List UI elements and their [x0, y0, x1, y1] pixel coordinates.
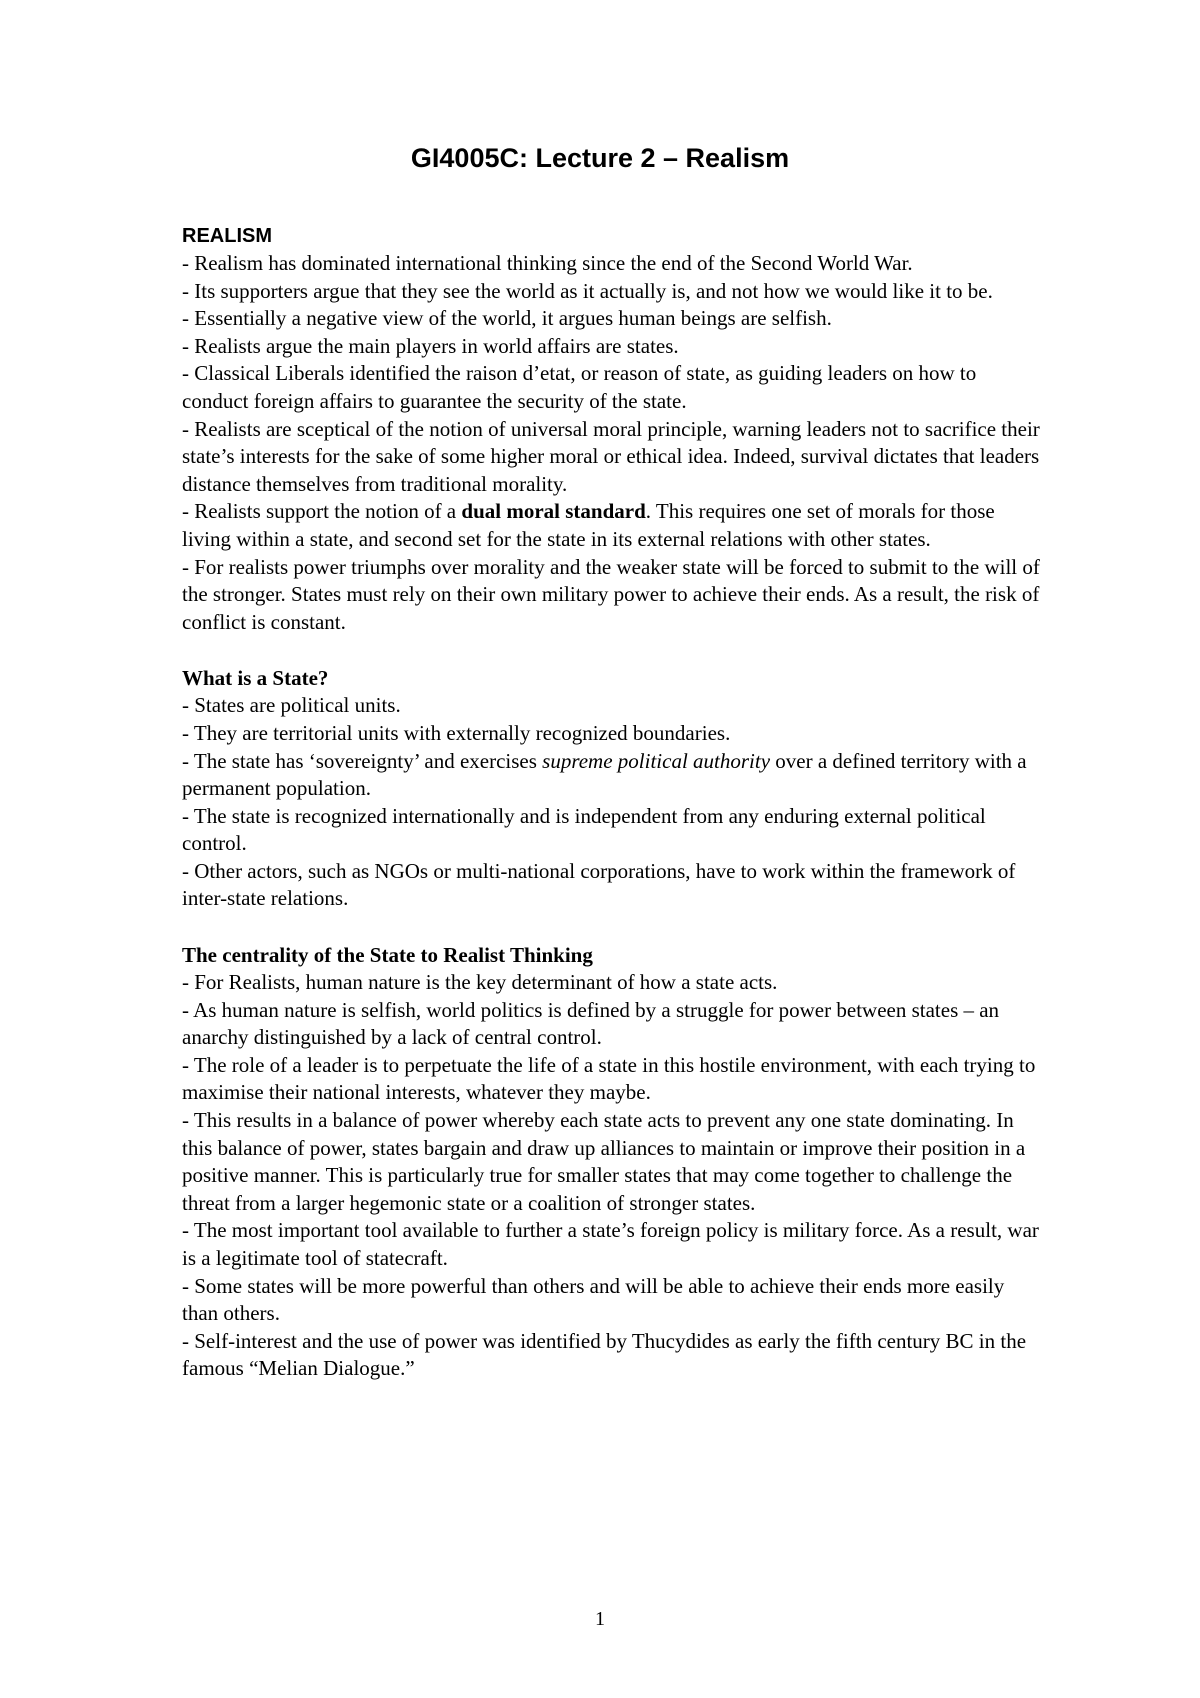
paragraph: - Realists argue the main players in world affairs are states.	[182, 333, 679, 358]
paragraph: - As human nature is selfish, world politics is defined by a struggle for power between states – an anarchy distinguished by a lack of central control.	[182, 997, 1000, 1050]
section-what-is-a-state	[182, 664, 1042, 913]
paragraph: - The role of a leader is to perpetuate the life of a state in this hostile environment, with each trying to maximise their national interests, whatever they maybe.	[182, 1052, 1036, 1105]
paragraph: - Realism has dominated international thinking since the end of the Second World War.	[182, 251, 913, 275]
section-heading: The centrality of the State to Realist Thinking	[182, 943, 593, 968]
page-number: 1	[595, 1608, 605, 1630]
paragraph-text: over a defined territory with a permanent population.	[182, 748, 1027, 801]
paragraph: - Some states will be more powerful than others and will be able to achieve their ends more easily than others.	[182, 1273, 1005, 1326]
paragraph: - The most important tool available to further a state’s foreign policy is military force. As a result, war is a legitimate tool of statecraft.	[182, 1218, 1039, 1270]
paragraph: - For Realists, human nature is the key determinant of how a state acts.	[182, 970, 778, 995]
paragraph: - Its supporters argue that they see the world as it actually is, and not how we would like it to be.	[182, 278, 993, 303]
paragraph: - Essentially a negative view of the world, it argues human beings are selfish.	[182, 306, 832, 331]
paragraph	[182, 748, 1042, 803]
paragraph: - They are territorial units with externally recognized boundaries.	[182, 720, 731, 745]
paragraph-text: - Realists support the notion of a	[182, 499, 462, 524]
paragraph: - Other actors, such as NGOs or multi-national corporations, have to work within the framework of inter-state relations.	[182, 858, 1016, 911]
document-title: GI4005C: Lecture 2 – Realism	[410, 143, 790, 173]
emphasis-text: supreme political authority	[542, 748, 771, 773]
emphasis-text: dual moral standard	[461, 499, 646, 524]
document-body	[182, 222, 1042, 1383]
paragraph	[182, 498, 1042, 553]
paragraph: - For realists power triumphs over morality and the weaker state will be forced to submit to the will of the stronger. States must rely on their own military power to achieve their ends. As a result, the risk of conflict is constant.	[182, 554, 1040, 634]
paragraph: - Realists are sceptical of the notion of universal moral principle, warning leaders not to sacrifice their state’s interests for the sake of some higher moral or ethical idea. Indeed, survival dictates that leaders distance themselves from traditional morality.	[182, 416, 1040, 496]
paragraph-text: . This requires one set of morals for those living within a state, and second set for the state in its external relations with other states.	[182, 499, 995, 551]
paragraph: - States are political units.	[182, 693, 401, 718]
paragraph: - The state is recognized internationally and is independent from any enduring external political control.	[182, 803, 986, 856]
section-heading: What is a State?	[182, 666, 329, 691]
paragraph: - Classical Liberals identified the raison d’etat, or reason of state, as guiding leaders on how to conduct foreign affairs to guarantee the security of the state.	[182, 361, 977, 413]
section-heading: REALISM	[182, 225, 272, 247]
paragraph-text: - The state has ‘sovereignty’ and exercises	[182, 748, 543, 773]
paragraph: - Self-interest and the use of power was identified by Thucydides as early the fifth century BC in the famous “Melian Dialogue.”	[182, 1328, 1027, 1381]
section-realism	[182, 222, 1042, 636]
section-centrality-of-state	[182, 941, 1042, 1383]
paragraph: - This results in a balance of power whereby each state acts to prevent any one state dominating. In this balance of power, states bargain and draw up alliances to maintain or improve their position in a positive manner. This is particularly true for smaller states that may come together to challenge the threat from a larger hegemonic state or a coalition of stronger states.	[182, 1108, 1026, 1215]
